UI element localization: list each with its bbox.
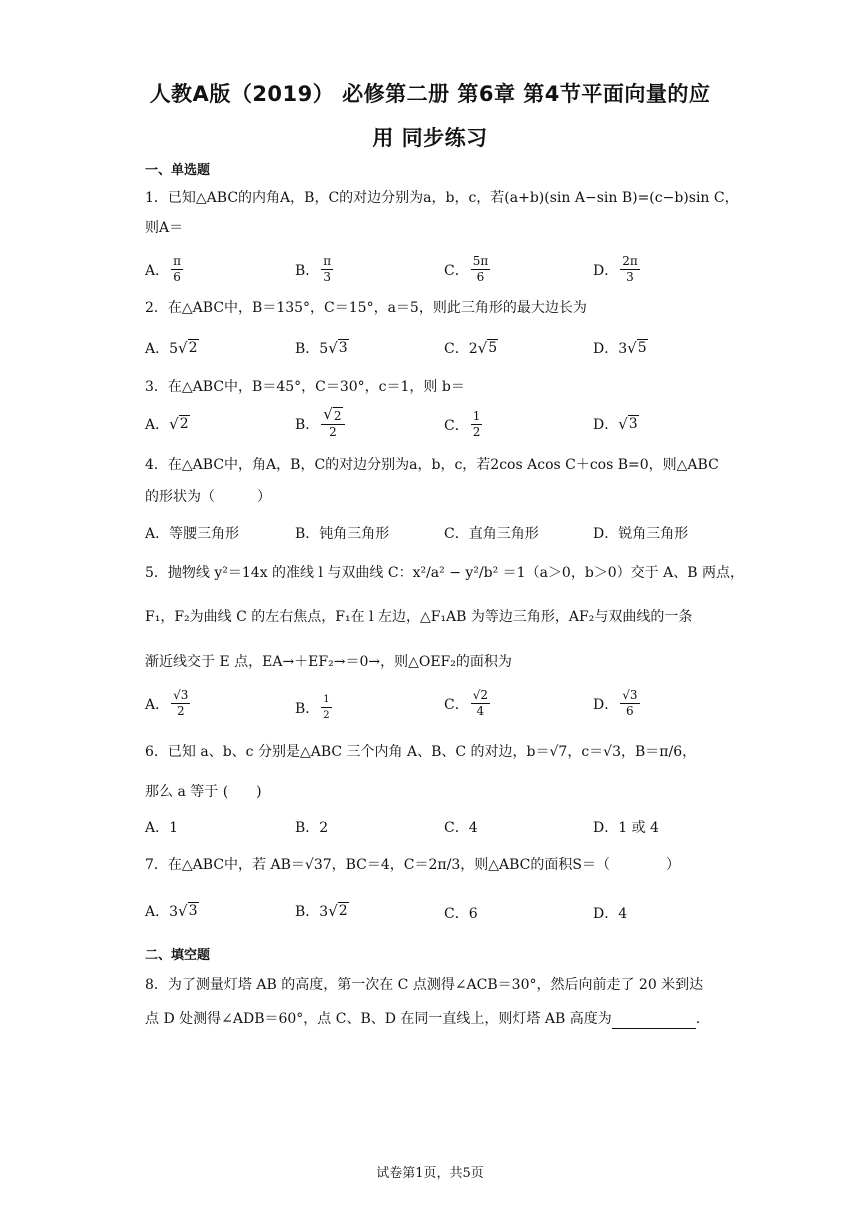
question-8-line1: 8．为了测量灯塔 AB 的高度，第一次在 C 点测得∠ACB＝30°，然后向前走了 20 米到达 (145, 977, 704, 993)
fraction: $\frac{5\pi}{6}$ (472, 254, 489, 284)
option-label: D． (593, 262, 619, 279)
section-heading-fill-blank: 二、填空题 (145, 948, 211, 963)
option-label: B． (295, 262, 320, 279)
q5-option-a[interactable]: A． $\frac{√3}{2}$ (145, 688, 189, 718)
q4-option-a[interactable]: A．等腰三角形 (145, 526, 240, 542)
q3-option-b[interactable]: B． √ 2 2 (295, 407, 347, 440)
fraction: $\frac{\pi}{6}$ (173, 254, 182, 284)
q2-option-b[interactable]: B．5 √ 3 (295, 339, 348, 357)
q1-option-c[interactable] (444, 254, 492, 285)
q6-option-b[interactable]: B．2 (295, 820, 329, 836)
question-6-line1: 6．已知 a、b、c 分别是△ABC 三个内角 A、B、C 的对边，b＝√7，c＝√3，B＝π/6， (145, 744, 697, 760)
q5-option-b[interactable]: B． $\frac{1}{2}$ (295, 694, 330, 721)
q5-option-c[interactable]: C． $\frac{√2}{4}$ (444, 688, 488, 718)
question-5-line2: F₁，F₂为曲线 C 的左右焦点，F₁在 l 左边，△F₁AB 为等边三角形，AF₂与双曲线的一条 (145, 609, 693, 625)
q2-option-a[interactable]: A．5 √ 2 (145, 339, 198, 357)
q4-option-c[interactable]: C．直角三角形 (444, 526, 539, 542)
q2-option-c[interactable]: C．2 √ 5 (444, 339, 498, 357)
option-label: A． (145, 262, 170, 279)
q6-option-a[interactable]: A．1 (145, 820, 179, 836)
answer-blank[interactable] (612, 1014, 696, 1029)
q5-option-d[interactable]: D． $\frac{√3}{6}$ (593, 688, 638, 718)
question-6-line2: 那么 a 等于 ( ) (145, 784, 262, 800)
q6-option-c[interactable]: C．4 (444, 820, 478, 836)
q1-option-b[interactable] (295, 254, 335, 285)
question-8-line2: 点 D 处测得∠ADB＝60°，点 C、B、D 在同一直线上，则灯塔 AB 高度为 . (145, 1011, 701, 1027)
question-5-line1: 5．抛物线 y²＝14x 的准线 l 与双曲线 C：x²/a² − y²/b² ＝1（a＞0，b＞0）交于 A、B 两点， (145, 565, 744, 581)
q4-option-b[interactable]: B．钝角三角形 (295, 526, 390, 542)
fraction: $\frac{2\pi}{3}$ (622, 254, 638, 284)
question-3-text: 3．在△ABC中，B＝45°，C＝30°，c＝1，则 b＝ (145, 379, 465, 395)
question-4-text: 4．在△ABC中，角A，B，C的对边分别为a，b，c，若2cos Acos C＋cos B=0，则△ABC (145, 457, 719, 473)
question-2-text: 2．在△ABC中，B＝135°，C＝15°，a＝5，则此三角形的最大边长为 (145, 300, 587, 316)
q3-option-c[interactable]: C． $\frac{1}{2}$ (444, 409, 481, 439)
question-1-text: 1．已知△ABC的内角A，B，C的对边分别为a，b，c，若(a+b)(sin A−sin B)=(c−b)sin C， (145, 190, 739, 206)
question-1-line2: 则A＝ (145, 220, 184, 236)
page-title-line2: 用 同步练习 (372, 126, 488, 150)
q2-option-d[interactable]: D．3 √ 5 (593, 339, 647, 357)
fraction: $\frac{\pi}{3}$ (323, 254, 332, 284)
q3-option-a[interactable]: A． √ 2 (145, 415, 189, 433)
section-heading-single-choice: 一、单选题 (145, 163, 211, 178)
page-title: 人教A版（2019） 必修第二册 第6章 第4节平面向量的应 (149, 82, 711, 106)
q1-option-a[interactable] (145, 254, 185, 285)
q7-option-d[interactable]: D．4 (593, 906, 628, 922)
q7-option-b[interactable]: B．3 √ 2 (295, 902, 348, 920)
q1-option-d[interactable] (593, 254, 642, 285)
q3-option-d[interactable]: D． √ 3 (593, 415, 638, 433)
question-5-line3: 渐近线交于 E 点，EA→＋EF₂→＝0→，则△OEF₂的面积为 (145, 654, 512, 670)
q4-option-d[interactable]: D．锐角三角形 (593, 526, 689, 542)
option-label: C． (444, 262, 469, 279)
q7-option-a[interactable]: A．3 √ 3 (145, 902, 198, 920)
question-7-text: 7．在△ABC中，若 AB＝√37，BC＝4，C＝2π/3，则△ABC的面积S＝（ ） (145, 857, 680, 873)
page-footer: 试卷第1页，共5页 (376, 1166, 484, 1181)
question-4-line2: 的形状为（ ） (145, 489, 271, 505)
q6-option-d[interactable]: D．1 或 4 (593, 820, 659, 836)
q7-option-c[interactable]: C．6 (444, 906, 478, 922)
